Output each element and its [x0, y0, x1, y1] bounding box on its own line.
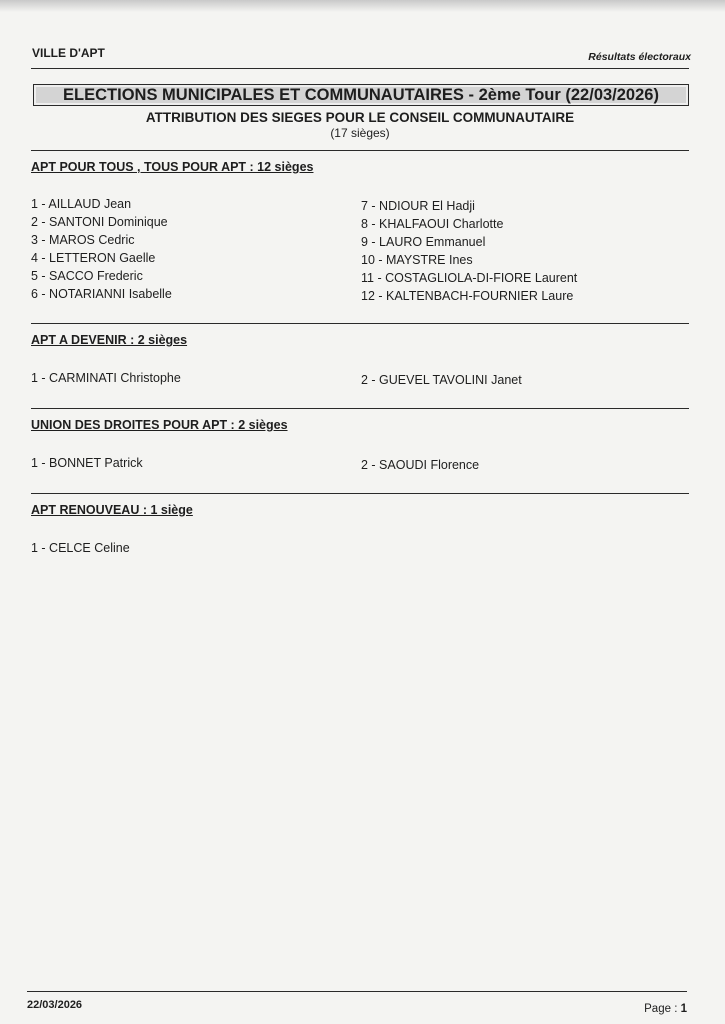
- section-4-left-list: [31, 539, 130, 557]
- section-1-right-list: [361, 197, 577, 305]
- list-item: 9 - LAURO Emmanuel: [361, 235, 486, 249]
- section-title-apt-pour-tous: APT POUR TOUS , TOUS POUR APT : 12 sièges: [31, 160, 314, 174]
- seat-count: (17 sièges): [330, 126, 390, 140]
- list-item: 8 - KHALFAOUI Charlotte: [361, 217, 504, 231]
- page-number: [644, 1003, 687, 1015]
- list-item: 1 - BONNET Patrick: [31, 456, 143, 470]
- list-item: 2 - GUEVEL TAVOLINI Janet: [361, 373, 522, 387]
- document-title: ELECTIONS MUNICIPALES ET COMMUNAUTAIRES - 2ème Tour (22/03/2026): [63, 86, 659, 104]
- document-subtitle: ATTRIBUTION DES SIEGES POUR LE CONSEIL COMMUNAUTAIRE: [145, 110, 575, 125]
- list-item: 11 - COSTAGLIOLA-DI-FIORE Laurent: [361, 271, 578, 285]
- section-1-left-list: [31, 195, 172, 303]
- section-3-right-list: [361, 456, 479, 474]
- list-item: 2 - SANTONI Dominique: [31, 215, 168, 229]
- list-item: 7 - NDIOUR El Hadji: [361, 199, 475, 213]
- header-doc-type: Résultats électoraux: [588, 51, 691, 63]
- section-2-left-list: [31, 369, 181, 387]
- page-label: Page :: [644, 1003, 678, 1015]
- section-divider: [31, 323, 689, 324]
- header-divider: [31, 68, 689, 69]
- list-item: 10 - MAYSTRE Ines: [361, 253, 473, 267]
- section-divider: [31, 493, 689, 494]
- list-item: 6 - NOTARIANNI Isabelle: [31, 287, 172, 301]
- section-divider: [31, 408, 689, 409]
- list-item: 12 - KALTENBACH-FOURNIER Laure: [361, 289, 574, 303]
- section-2-right-list: [361, 371, 522, 389]
- page-value: 1: [680, 1003, 687, 1015]
- section-3-left-list: [31, 454, 143, 472]
- list-item: 1 - CELCE Celine: [31, 541, 130, 555]
- list-item: 1 - AILLAUD Jean: [31, 197, 132, 211]
- list-item: 3 - MAROS Cedric: [31, 233, 135, 247]
- list-item: 2 - SAOUDI Florence: [361, 458, 480, 472]
- list-item: 4 - LETTERON Gaelle: [31, 251, 156, 265]
- footer-date: 22/03/2026: [27, 999, 83, 1011]
- section-title-union-des-droites: UNION DES DROITES POUR APT : 2 sièges: [31, 418, 288, 432]
- footer-divider: [27, 991, 687, 992]
- header-town: VILLE D'APT: [32, 46, 105, 60]
- section-title-apt-a-devenir: APT A DEVENIR : 2 sièges: [31, 333, 188, 347]
- list-item: 1 - CARMINATI Christophe: [31, 371, 181, 385]
- section-title-apt-renouveau: APT RENOUVEAU : 1 siège: [31, 503, 193, 517]
- section-divider: [31, 150, 689, 151]
- list-item: 5 - SACCO Frederic: [31, 269, 143, 283]
- title-box: [33, 84, 689, 106]
